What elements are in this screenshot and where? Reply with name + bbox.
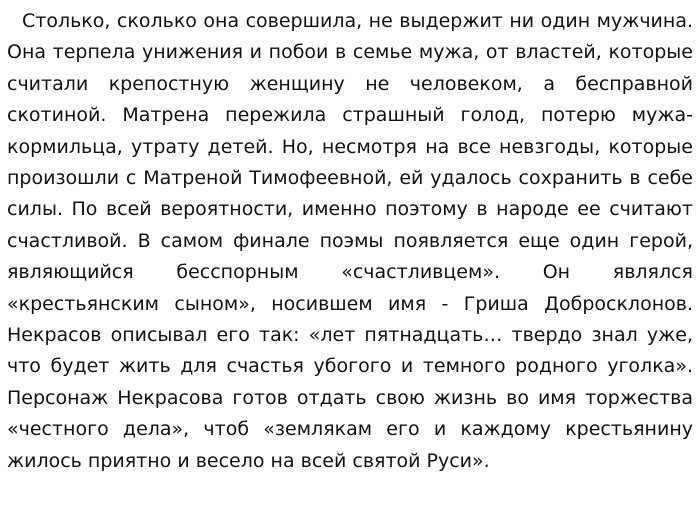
document-body <box>7 6 693 477</box>
body-paragraph: Столько, сколько она совершила, не выдержит ни один мужчина. Она терпела унижения и побои в семье мужа, от властей, которые считали крепостную женщину не человеком, а бесправной скотиной. Матрена пережила страшный голод, потерю мужа-кормильца, утрату детей. Но, несмотря на все невзгоды, которые произошли с Матреной Тимофеевной, ей удалось сохранить в себе силы. По всей вероятности, именно поэтому в народе ее считают счастливой. В самом финале поэмы появляется еще один герой, являющийся бесспорным «счастливцем». Он являлся «крестьянским сыном», носившем имя - Гриша Добросклонов. Некрасов описывал его так: «лет пятнадцать… твердо знал уже, что будет жить для счастья убогого и темного родного уголка». Персонаж Некрасова готов отдать свою жизнь во имя торжества «честного дела», чтоб «землякам его и каждому крестьянину жилось приятно и весело на всей святой Руси». <box>7 10 693 472</box>
